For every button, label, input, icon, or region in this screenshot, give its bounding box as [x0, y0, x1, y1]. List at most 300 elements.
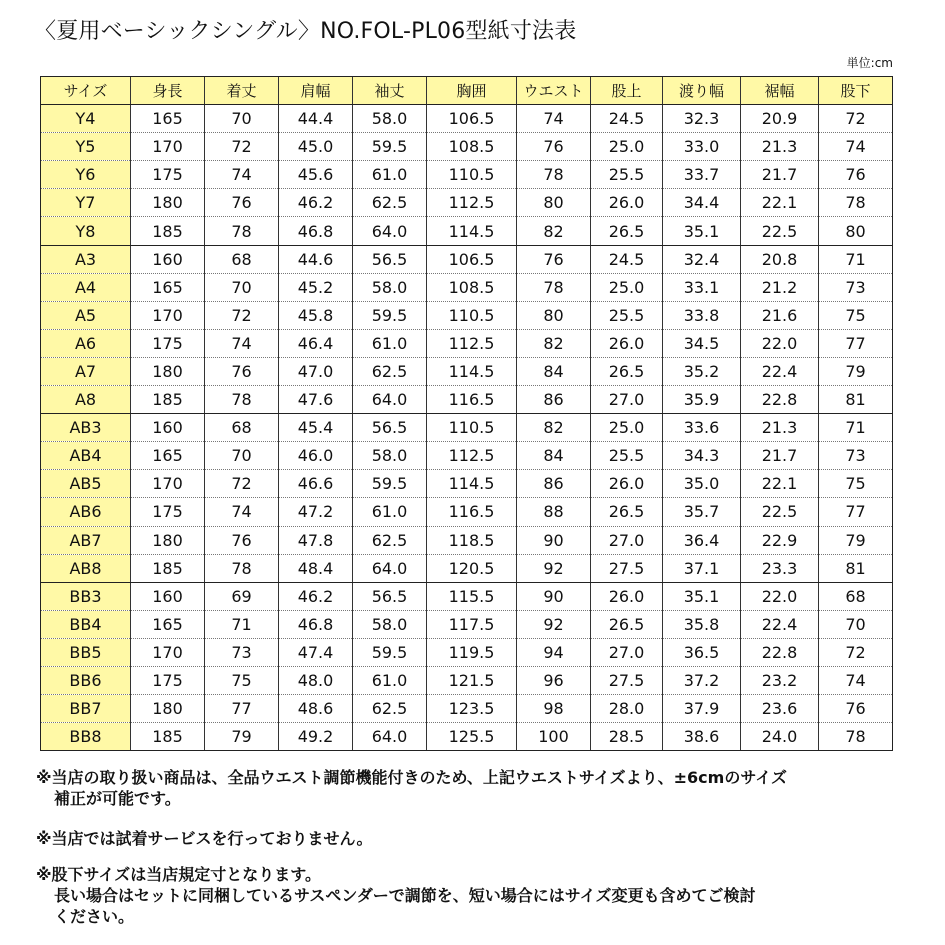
- size-cell: Y6: [41, 161, 131, 189]
- size-cell: AB6: [41, 498, 131, 526]
- value-cell: 35.7: [663, 498, 741, 526]
- table-row: [41, 582, 893, 610]
- size-cell: BB8: [41, 723, 131, 751]
- value-cell: 170: [131, 301, 205, 329]
- value-cell: 64.0: [353, 217, 427, 245]
- value-cell: 96: [517, 666, 591, 694]
- table-row: [41, 470, 893, 498]
- note-line: ※股下サイズは当店規定寸となります。: [36, 865, 321, 884]
- note-line: ください。: [54, 907, 135, 926]
- value-cell: 26.5: [591, 498, 663, 526]
- value-cell: 56.5: [353, 245, 427, 273]
- note-line: ※当店の取り扱い商品は、全品ウエスト調節機能付きのため、上記ウエストサイズより、±6cmのサイズ: [36, 768, 788, 787]
- value-cell: 79: [205, 723, 279, 751]
- value-cell: 48.0: [279, 666, 353, 694]
- value-cell: 22.8: [741, 638, 819, 666]
- value-cell: 46.0: [279, 442, 353, 470]
- value-cell: 25.0: [591, 273, 663, 301]
- page-title: 〈夏用ベーシックシングル〉NO.FOL-PL06型紙寸法表: [34, 19, 577, 44]
- column-header: 袖丈: [353, 77, 427, 105]
- size-cell: Y4: [41, 105, 131, 133]
- value-cell: 121.5: [427, 666, 517, 694]
- value-cell: 35.9: [663, 386, 741, 414]
- value-cell: 90: [517, 526, 591, 554]
- value-cell: 35.8: [663, 610, 741, 638]
- value-cell: 170: [131, 638, 205, 666]
- value-cell: 35.1: [663, 582, 741, 610]
- value-cell: 185: [131, 386, 205, 414]
- value-cell: 92: [517, 554, 591, 582]
- value-cell: 77: [819, 498, 893, 526]
- size-cell: AB8: [41, 554, 131, 582]
- value-cell: 25.0: [591, 133, 663, 161]
- value-cell: 27.5: [591, 554, 663, 582]
- column-header: 股上: [591, 77, 663, 105]
- table-row: [41, 161, 893, 189]
- value-cell: 46.2: [279, 189, 353, 217]
- value-cell: 175: [131, 498, 205, 526]
- value-cell: 76: [205, 189, 279, 217]
- value-cell: 175: [131, 666, 205, 694]
- table-row: [41, 357, 893, 385]
- value-cell: 118.5: [427, 526, 517, 554]
- value-cell: 114.5: [427, 357, 517, 385]
- value-cell: 46.2: [279, 582, 353, 610]
- value-cell: 33.8: [663, 301, 741, 329]
- value-cell: 165: [131, 273, 205, 301]
- column-header: 裾幅: [741, 77, 819, 105]
- value-cell: 32.4: [663, 245, 741, 273]
- size-cell: BB7: [41, 695, 131, 723]
- value-cell: 37.2: [663, 666, 741, 694]
- table-row: [41, 554, 893, 582]
- value-cell: 80: [517, 301, 591, 329]
- value-cell: 22.1: [741, 470, 819, 498]
- unit-label: 単位:cm: [846, 56, 893, 70]
- value-cell: 78: [205, 217, 279, 245]
- value-cell: 120.5: [427, 554, 517, 582]
- column-header: 胸囲: [427, 77, 517, 105]
- value-cell: 64.0: [353, 554, 427, 582]
- value-cell: 175: [131, 161, 205, 189]
- value-cell: 24.5: [591, 105, 663, 133]
- value-cell: 58.0: [353, 610, 427, 638]
- value-cell: 170: [131, 470, 205, 498]
- value-cell: 26.0: [591, 470, 663, 498]
- note-line: 長い場合はセットに同梱しているサスペンダーで調節を、短い場合にはサイズ変更も含めてご検討: [54, 886, 756, 905]
- value-cell: 26.5: [591, 357, 663, 385]
- value-cell: 20.8: [741, 245, 819, 273]
- value-cell: 22.5: [741, 498, 819, 526]
- value-cell: 48.4: [279, 554, 353, 582]
- value-cell: 21.3: [741, 133, 819, 161]
- value-cell: 73: [205, 638, 279, 666]
- value-cell: 22.1: [741, 189, 819, 217]
- value-cell: 21.7: [741, 442, 819, 470]
- value-cell: 44.6: [279, 245, 353, 273]
- value-cell: 21.7: [741, 161, 819, 189]
- table-row: [41, 695, 893, 723]
- value-cell: 34.4: [663, 189, 741, 217]
- value-cell: 77: [205, 695, 279, 723]
- value-cell: 61.0: [353, 329, 427, 357]
- value-cell: 165: [131, 610, 205, 638]
- value-cell: 72: [205, 133, 279, 161]
- table-row: [41, 301, 893, 329]
- table-row: [41, 273, 893, 301]
- value-cell: 185: [131, 554, 205, 582]
- value-cell: 45.2: [279, 273, 353, 301]
- column-header: 肩幅: [279, 77, 353, 105]
- value-cell: 27.0: [591, 638, 663, 666]
- value-cell: 24.5: [591, 245, 663, 273]
- value-cell: 47.4: [279, 638, 353, 666]
- value-cell: 80: [819, 217, 893, 245]
- column-header: 身長: [131, 77, 205, 105]
- value-cell: 185: [131, 217, 205, 245]
- table-row: [41, 723, 893, 751]
- value-cell: 45.0: [279, 133, 353, 161]
- value-cell: 170: [131, 133, 205, 161]
- value-cell: 112.5: [427, 442, 517, 470]
- value-cell: 110.5: [427, 301, 517, 329]
- table-row: [41, 105, 893, 133]
- value-cell: 26.5: [591, 610, 663, 638]
- value-cell: 86: [517, 386, 591, 414]
- value-cell: 25.0: [591, 414, 663, 442]
- table-row: [41, 217, 893, 245]
- value-cell: 76: [819, 161, 893, 189]
- value-cell: 79: [819, 357, 893, 385]
- size-cell: AB7: [41, 526, 131, 554]
- size-cell: Y7: [41, 189, 131, 217]
- value-cell: 26.0: [591, 582, 663, 610]
- value-cell: 72: [205, 470, 279, 498]
- value-cell: 23.3: [741, 554, 819, 582]
- note-no-fitting: [36, 828, 373, 849]
- value-cell: 106.5: [427, 245, 517, 273]
- value-cell: 94: [517, 638, 591, 666]
- value-cell: 72: [205, 301, 279, 329]
- value-cell: 22.4: [741, 610, 819, 638]
- table-header-row: [41, 77, 893, 105]
- value-cell: 44.4: [279, 105, 353, 133]
- size-cell: BB3: [41, 582, 131, 610]
- value-cell: 20.9: [741, 105, 819, 133]
- value-cell: 26.5: [591, 217, 663, 245]
- table-row: [41, 189, 893, 217]
- size-cell: AB3: [41, 414, 131, 442]
- value-cell: 75: [819, 301, 893, 329]
- value-cell: 76: [205, 526, 279, 554]
- value-cell: 116.5: [427, 386, 517, 414]
- value-cell: 175: [131, 329, 205, 357]
- value-cell: 73: [819, 442, 893, 470]
- value-cell: 78: [205, 554, 279, 582]
- value-cell: 36.4: [663, 526, 741, 554]
- value-cell: 81: [819, 554, 893, 582]
- value-cell: 100: [517, 723, 591, 751]
- value-cell: 59.5: [353, 470, 427, 498]
- value-cell: 62.5: [353, 189, 427, 217]
- column-header: ウエスト: [517, 77, 591, 105]
- table-row: [41, 414, 893, 442]
- column-header: 渡り幅: [663, 77, 741, 105]
- value-cell: 33.0: [663, 133, 741, 161]
- value-cell: 76: [517, 133, 591, 161]
- value-cell: 23.6: [741, 695, 819, 723]
- value-cell: 106.5: [427, 105, 517, 133]
- size-cell: AB4: [41, 442, 131, 470]
- size-cell: Y8: [41, 217, 131, 245]
- value-cell: 115.5: [427, 582, 517, 610]
- value-cell: 32.3: [663, 105, 741, 133]
- value-cell: 33.7: [663, 161, 741, 189]
- value-cell: 27.0: [591, 386, 663, 414]
- value-cell: 114.5: [427, 470, 517, 498]
- value-cell: 56.5: [353, 582, 427, 610]
- value-cell: 59.5: [353, 133, 427, 161]
- value-cell: 26.0: [591, 329, 663, 357]
- value-cell: 90: [517, 582, 591, 610]
- size-cell: A7: [41, 357, 131, 385]
- value-cell: 45.6: [279, 161, 353, 189]
- value-cell: 74: [205, 329, 279, 357]
- value-cell: 112.5: [427, 189, 517, 217]
- value-cell: 68: [205, 414, 279, 442]
- value-cell: 74: [819, 133, 893, 161]
- value-cell: 160: [131, 245, 205, 273]
- value-cell: 27.5: [591, 666, 663, 694]
- value-cell: 108.5: [427, 273, 517, 301]
- value-cell: 82: [517, 414, 591, 442]
- value-cell: 21.2: [741, 273, 819, 301]
- size-cell: A4: [41, 273, 131, 301]
- value-cell: 22.0: [741, 582, 819, 610]
- size-cell: BB5: [41, 638, 131, 666]
- value-cell: 62.5: [353, 695, 427, 723]
- value-cell: 28.5: [591, 723, 663, 751]
- note-waist-adjust: [36, 767, 787, 809]
- value-cell: 110.5: [427, 414, 517, 442]
- value-cell: 75: [819, 470, 893, 498]
- value-cell: 25.5: [591, 301, 663, 329]
- value-cell: 47.6: [279, 386, 353, 414]
- size-cell: A8: [41, 386, 131, 414]
- value-cell: 38.6: [663, 723, 741, 751]
- value-cell: 47.8: [279, 526, 353, 554]
- value-cell: 68: [819, 582, 893, 610]
- value-cell: 62.5: [353, 357, 427, 385]
- value-cell: 76: [205, 357, 279, 385]
- value-cell: 185: [131, 723, 205, 751]
- value-cell: 71: [819, 414, 893, 442]
- value-cell: 22.8: [741, 386, 819, 414]
- value-cell: 98: [517, 695, 591, 723]
- value-cell: 25.5: [591, 161, 663, 189]
- value-cell: 180: [131, 357, 205, 385]
- size-chart-table: [40, 76, 893, 751]
- value-cell: 26.0: [591, 189, 663, 217]
- value-cell: 47.0: [279, 357, 353, 385]
- value-cell: 86: [517, 470, 591, 498]
- value-cell: 37.9: [663, 695, 741, 723]
- value-cell: 28.0: [591, 695, 663, 723]
- table-row: [41, 498, 893, 526]
- value-cell: 48.6: [279, 695, 353, 723]
- size-cell: Y5: [41, 133, 131, 161]
- table-row: [41, 133, 893, 161]
- table-row: [41, 666, 893, 694]
- table-row: [41, 638, 893, 666]
- value-cell: 79: [819, 526, 893, 554]
- value-cell: 62.5: [353, 526, 427, 554]
- value-cell: 45.4: [279, 414, 353, 442]
- value-cell: 33.1: [663, 273, 741, 301]
- value-cell: 160: [131, 414, 205, 442]
- value-cell: 61.0: [353, 161, 427, 189]
- size-cell: BB4: [41, 610, 131, 638]
- value-cell: 68: [205, 245, 279, 273]
- value-cell: 82: [517, 217, 591, 245]
- value-cell: 82: [517, 329, 591, 357]
- value-cell: 70: [819, 610, 893, 638]
- column-header: 股下: [819, 77, 893, 105]
- value-cell: 125.5: [427, 723, 517, 751]
- value-cell: 76: [819, 695, 893, 723]
- value-cell: 58.0: [353, 105, 427, 133]
- value-cell: 80: [517, 189, 591, 217]
- value-cell: 74: [205, 498, 279, 526]
- value-cell: 117.5: [427, 610, 517, 638]
- value-cell: 69: [205, 582, 279, 610]
- value-cell: 84: [517, 442, 591, 470]
- value-cell: 61.0: [353, 666, 427, 694]
- value-cell: 27.0: [591, 526, 663, 554]
- value-cell: 180: [131, 189, 205, 217]
- note-line: 補正が可能です。: [54, 789, 181, 808]
- value-cell: 78: [819, 723, 893, 751]
- value-cell: 112.5: [427, 329, 517, 357]
- value-cell: 22.9: [741, 526, 819, 554]
- value-cell: 46.8: [279, 217, 353, 245]
- value-cell: 74: [205, 161, 279, 189]
- value-cell: 72: [819, 105, 893, 133]
- value-cell: 71: [205, 610, 279, 638]
- column-header: 着丈: [205, 77, 279, 105]
- value-cell: 22.5: [741, 217, 819, 245]
- value-cell: 34.5: [663, 329, 741, 357]
- value-cell: 78: [819, 189, 893, 217]
- table-row: [41, 526, 893, 554]
- value-cell: 70: [205, 273, 279, 301]
- column-header: サイズ: [41, 77, 131, 105]
- value-cell: 74: [517, 105, 591, 133]
- table-row: [41, 442, 893, 470]
- value-cell: 59.5: [353, 301, 427, 329]
- value-cell: 76: [517, 245, 591, 273]
- value-cell: 34.3: [663, 442, 741, 470]
- value-cell: 74: [819, 666, 893, 694]
- value-cell: 180: [131, 526, 205, 554]
- table-row: [41, 329, 893, 357]
- table-row: [41, 245, 893, 273]
- size-cell: A5: [41, 301, 131, 329]
- value-cell: 72: [819, 638, 893, 666]
- value-cell: 46.4: [279, 329, 353, 357]
- value-cell: 25.5: [591, 442, 663, 470]
- value-cell: 110.5: [427, 161, 517, 189]
- value-cell: 180: [131, 695, 205, 723]
- note-line: ※当店では試着サービスを行っておりません。: [36, 829, 373, 848]
- table-row: [41, 386, 893, 414]
- value-cell: 49.2: [279, 723, 353, 751]
- value-cell: 61.0: [353, 498, 427, 526]
- value-cell: 45.8: [279, 301, 353, 329]
- value-cell: 64.0: [353, 723, 427, 751]
- value-cell: 33.6: [663, 414, 741, 442]
- value-cell: 78: [205, 386, 279, 414]
- size-cell: A6: [41, 329, 131, 357]
- value-cell: 59.5: [353, 638, 427, 666]
- value-cell: 116.5: [427, 498, 517, 526]
- value-cell: 77: [819, 329, 893, 357]
- value-cell: 70: [205, 105, 279, 133]
- value-cell: 114.5: [427, 217, 517, 245]
- value-cell: 23.2: [741, 666, 819, 694]
- value-cell: 78: [517, 161, 591, 189]
- value-cell: 88: [517, 498, 591, 526]
- value-cell: 119.5: [427, 638, 517, 666]
- value-cell: 56.5: [353, 414, 427, 442]
- value-cell: 46.6: [279, 470, 353, 498]
- value-cell: 165: [131, 105, 205, 133]
- value-cell: 35.2: [663, 357, 741, 385]
- value-cell: 78: [517, 273, 591, 301]
- value-cell: 24.0: [741, 723, 819, 751]
- value-cell: 37.1: [663, 554, 741, 582]
- size-cell: BB6: [41, 666, 131, 694]
- value-cell: 165: [131, 442, 205, 470]
- value-cell: 71: [819, 245, 893, 273]
- value-cell: 160: [131, 582, 205, 610]
- note-inseam: [36, 864, 755, 927]
- value-cell: 75: [205, 666, 279, 694]
- value-cell: 70: [205, 442, 279, 470]
- value-cell: 21.3: [741, 414, 819, 442]
- size-cell: A3: [41, 245, 131, 273]
- value-cell: 92: [517, 610, 591, 638]
- value-cell: 47.2: [279, 498, 353, 526]
- value-cell: 64.0: [353, 386, 427, 414]
- value-cell: 36.5: [663, 638, 741, 666]
- value-cell: 84: [517, 357, 591, 385]
- value-cell: 21.6: [741, 301, 819, 329]
- value-cell: 35.0: [663, 470, 741, 498]
- value-cell: 58.0: [353, 442, 427, 470]
- value-cell: 123.5: [427, 695, 517, 723]
- size-cell: AB5: [41, 470, 131, 498]
- value-cell: 58.0: [353, 273, 427, 301]
- value-cell: 22.4: [741, 357, 819, 385]
- value-cell: 46.8: [279, 610, 353, 638]
- value-cell: 22.0: [741, 329, 819, 357]
- value-cell: 108.5: [427, 133, 517, 161]
- value-cell: 73: [819, 273, 893, 301]
- value-cell: 81: [819, 386, 893, 414]
- table-row: [41, 610, 893, 638]
- value-cell: 35.1: [663, 217, 741, 245]
